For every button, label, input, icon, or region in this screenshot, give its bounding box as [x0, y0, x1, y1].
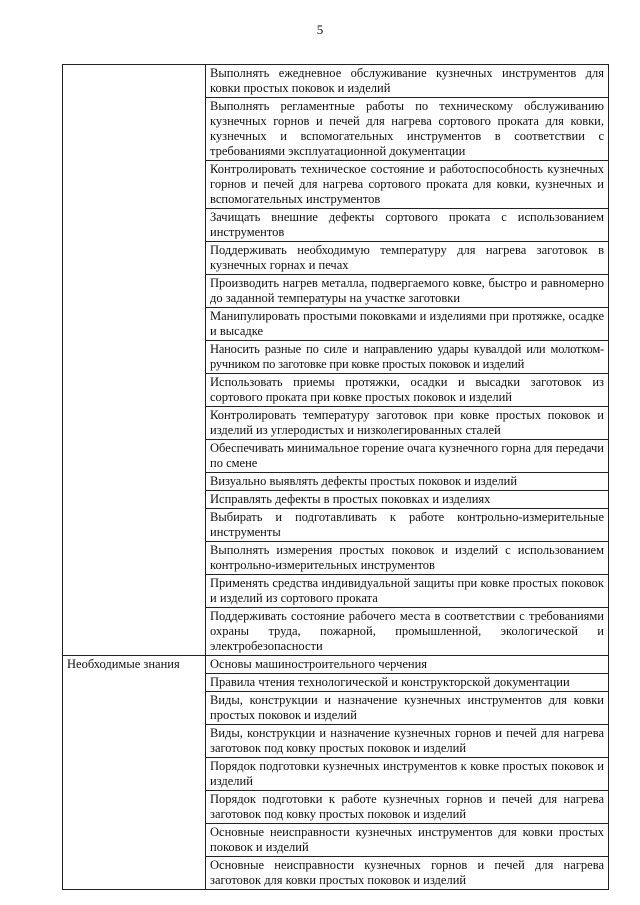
table-cell-action: Обеспечивать минимальное горение очага кузнечного горна для передачи по смене: [206, 440, 609, 473]
table-cell-action: Контролировать техническое состояние и работоспособность кузнечных горнов и печей для нагрева сортового проката для ковки, кузнечных и вспомогательных инструментов: [206, 161, 609, 209]
table-cell-action: Выбирать и подготавливать к работе контрольно-измерительные инструменты: [206, 509, 609, 542]
table-label-cell: [63, 65, 206, 656]
table-cell-knowledge: Виды, конструкции и назначение кузнечных горнов и печей для нагрева заготовок под ковку простых поковок и изделий: [206, 725, 609, 758]
table-cell-action: Наносить разные по силе и направлению удары кувалдой или молотком-ручником по заготовке при ковке простых поковок и изделий: [206, 341, 609, 374]
table-cell-action: Контролировать температуру заготовок при ковке простых поковок и изделий из углеродистых и низколегированных сталей: [206, 407, 609, 440]
competency-table: [62, 64, 609, 890]
table-label-knowledge: Необходимые знания: [63, 656, 206, 890]
table-cell-action: Зачищать внешние дефекты сортового проката с использованием инструментов: [206, 209, 609, 242]
table-cell-knowledge: Основные неисправности кузнечных инструментов для ковки простых поковок и изделий: [206, 824, 609, 857]
table-cell-action: Поддерживать состояние рабочего места в соответствии с требованиями охраны труда, пожарной, промышленной, экологической и электробезопасности: [206, 608, 609, 656]
table-cell-knowledge: Основные неисправности кузнечных горнов и печей для нагрева заготовок для ковки простых поковок и изделий: [206, 857, 609, 890]
table-cell-knowledge: Основы машиностроительного черчения: [206, 656, 609, 674]
page-number: 5: [316, 22, 324, 37]
table-cell-action: Поддерживать необходимую температуру для нагрева заготовок в кузнечных горнах и печах: [206, 242, 609, 275]
table-cell-action: Производить нагрев металла, подвергаемого ковке, быстро и равномерно до заданной температуры на участке заготовки: [206, 275, 609, 308]
table-cell-action: Визуально выявлять дефекты простых поковок и изделий: [206, 473, 609, 491]
table-cell-action: Применять средства индивидуальной защиты при ковке простых поковок и изделий из сортового проката: [206, 575, 609, 608]
table-cell-action: Исправлять дефекты в простых поковках и изделиях: [206, 491, 609, 509]
table-row: [63, 65, 609, 98]
table-cell-knowledge: Правила чтения технологической и конструкторской документации: [206, 674, 609, 692]
table-cell-action: Выполнять ежедневное обслуживание кузнечных инструментов для ковки простых поковок и изделий: [206, 65, 609, 98]
table-cell-knowledge: Виды, конструкции и назначение кузнечных инструментов для ковки простых поковок и изделий: [206, 692, 609, 725]
table-cell-knowledge: Порядок подготовки кузнечных инструментов к ковке простых поковок и изделий: [206, 758, 609, 791]
table-cell-action: Использовать приемы протяжки, осадки и высадки заготовок из сортового проката при ковке простых поковок и изделий: [206, 374, 609, 407]
table-row: [63, 656, 609, 674]
table-cell-action: Выполнять регламентные работы по техническому обслуживанию кузнечных горнов и печей для нагрева сортового проката для ковки, кузнечных и вспомогательных инструментов в соответствии с требованиями эксплуатационной документации: [206, 98, 609, 161]
table-cell-action: Выполнять измерения простых поковок и изделий с использованием контрольно-измерительных инструментов: [206, 542, 609, 575]
table-cell-knowledge: Порядок подготовки к работе кузнечных горнов и печей для нагрева заготовок под ковку простых поковок и изделий: [206, 791, 609, 824]
table-cell-action: Манипулировать простыми поковками и изделиями при протяжке, осадке и высадке: [206, 308, 609, 341]
